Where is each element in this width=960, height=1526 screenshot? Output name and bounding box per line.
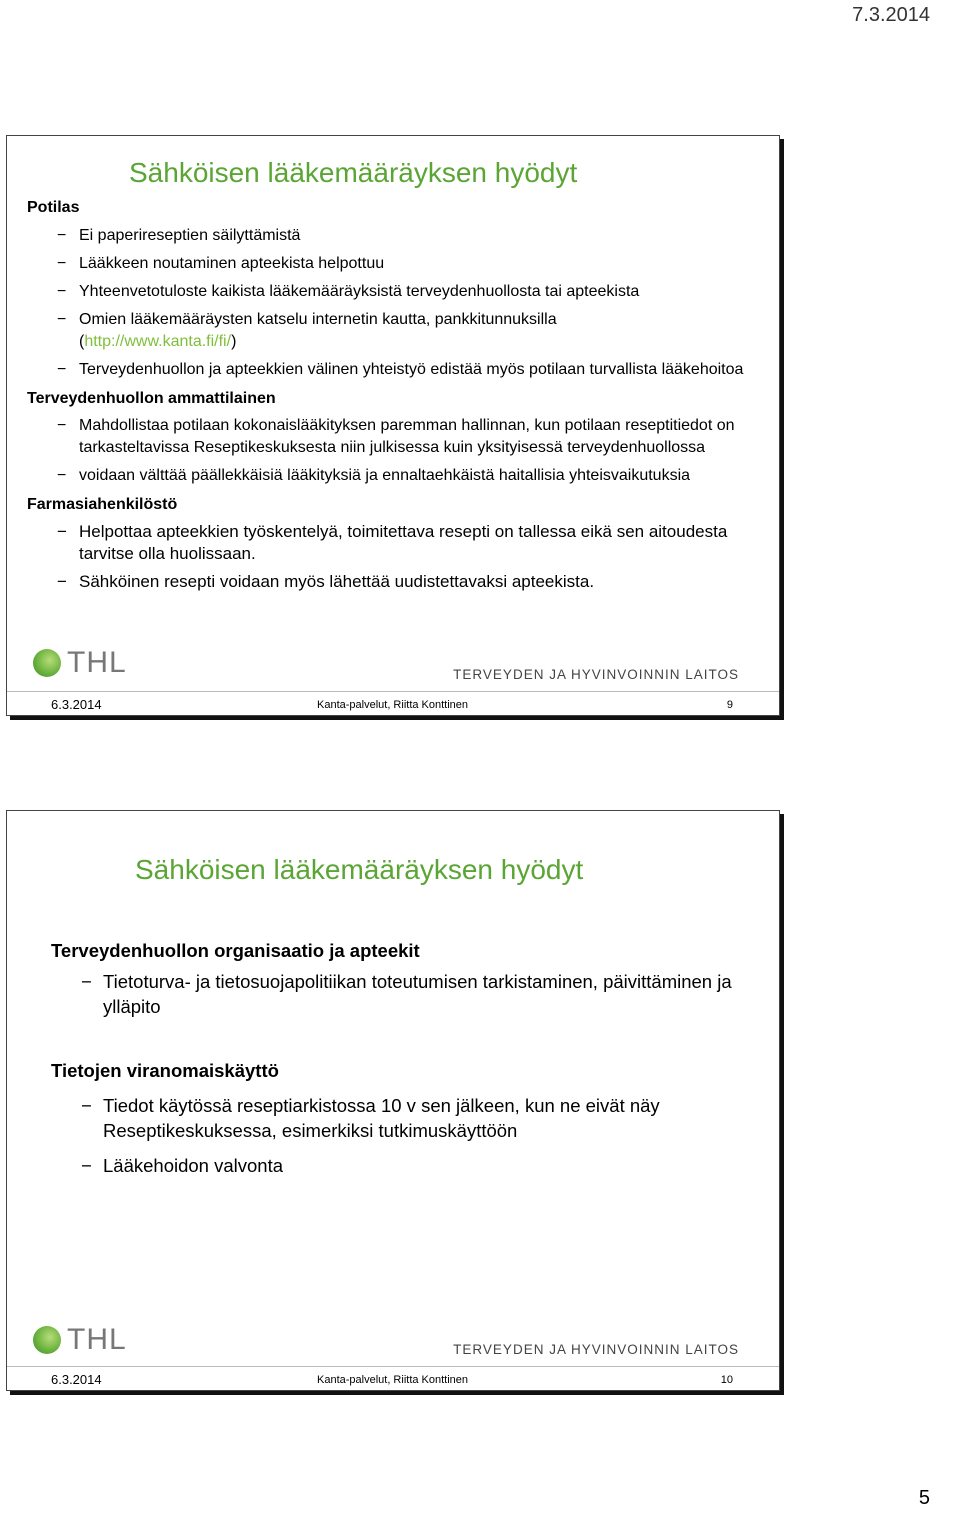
thl-logo-icon (33, 649, 61, 677)
dash-bullet-icon: − (57, 522, 67, 541)
thl-logo: THL (33, 1323, 127, 1357)
dash-bullet-icon: − (57, 255, 67, 272)
list-item: − Omien lääkemääräysten katselu internetin kautta, pankkitunnuksilla (http://www.kanta.fi/fi/) (57, 311, 557, 350)
list-item: − Ei paperireseptien säilyttämistä (27, 225, 769, 247)
bullet-list (27, 415, 769, 487)
dash-bullet-icon: − (81, 1095, 92, 1116)
list-item: − Lääkehoidon valvonta (81, 1155, 284, 1176)
section-heading-potilas: Potilas (27, 199, 80, 216)
link-open-paren: ( (79, 333, 85, 350)
footer-author: Kanta-palvelut, Riitta Konttinen (317, 699, 469, 711)
list-item: − Terveydenhuollon ja apteekkien välinen yhteistyö edistää myös potilaan turvallista lääkehoitoa (27, 359, 769, 381)
section-heading-organisation: Terveydenhuollon organisaatio ja apteekit (51, 940, 420, 961)
thl-logo: THL (33, 646, 127, 680)
dash-bullet-icon: − (57, 572, 67, 591)
slide-footer (7, 689, 779, 715)
slide-title: Sähköisen lääkemääräyksen hyödyt (129, 157, 578, 188)
slide-content (51, 939, 769, 1178)
page-number: 5 (918, 1487, 930, 1509)
bullet-list (51, 1093, 769, 1178)
dash-bullet-icon: − (57, 467, 67, 484)
slide-number: 10 (720, 1374, 733, 1386)
footer-author: Kanta-palvelut, Riitta Konttinen (317, 1374, 469, 1386)
slide-title: Sähköisen lääkemääräyksen hyödyt (135, 854, 584, 885)
section-heading-pharmacy: Farmasiahenkilöstö (27, 496, 178, 513)
thl-logo-icon (33, 1326, 61, 1354)
bullet-list (27, 521, 769, 593)
list-item: − Yhteenvetotuloste kaikista lääkemääräyksistä terveydenhuollosta tai apteekista (27, 281, 769, 303)
slide-9 (6, 135, 780, 716)
footer-date: 6.3.2014 (51, 1372, 102, 1387)
dash-bullet-icon: − (57, 361, 67, 378)
list-item: − Mahdollistaa potilaan kokonaislääkityksen paremman hallinnan, kun potilaan reseptitiedot on tarkasteltavissa Reseptikeskuksesta niin julkisessa kuin yksityisessä terveydenhuollossa (57, 417, 735, 456)
slide-content (27, 198, 769, 593)
dash-bullet-icon: − (57, 311, 67, 328)
bullet-list (27, 225, 769, 381)
list-item: − Lääkkeen noutaminen apteekista helpottuu (27, 253, 769, 275)
kanta-link[interactable]: http://www.kanta.fi/fi/ (84, 333, 232, 350)
org-name: TERVEYDEN JA HYVINVOINNIN LAITOS (453, 1342, 739, 1357)
list-item: − Helpottaa apteekkien työskentelyä, toimitettava resepti on tallessa eikä sen aitoudesta tarvitse olla huolissaan. (57, 522, 728, 563)
dash-bullet-icon: − (57, 227, 67, 244)
footer-date: 6.3.2014 (51, 697, 102, 712)
list-item: − Sähköinen resepti voidaan myös lähettää uudistettavaksi apteekista. (57, 572, 595, 591)
section-heading-authority-use: Tietojen viranomaiskäyttö (51, 1060, 279, 1081)
footer-divider (7, 1366, 779, 1367)
footer-divider (7, 691, 779, 692)
slide-10 (6, 810, 780, 1391)
dash-bullet-icon: − (81, 971, 92, 992)
org-name: TERVEYDEN JA HYVINVOINNIN LAITOS (453, 667, 739, 682)
slide-footer (7, 1364, 779, 1390)
page-date: 7.3.2014 (852, 4, 930, 26)
list-item: − voidaan välttää päällekkäisiä lääkityksiä ja ennaltaehkäistä haitallisia yhteisvaikutuksia (27, 465, 769, 487)
dash-bullet-icon: − (57, 417, 67, 434)
link-close-paren: ) (231, 333, 237, 350)
dash-bullet-icon: − (57, 283, 67, 300)
dash-bullet-icon: − (81, 1155, 92, 1176)
section-heading-professional: Terveydenhuollon ammattilainen (27, 390, 276, 407)
bullet-list (51, 969, 769, 1019)
list-item: − Tiedot käytössä reseptiarkistossa 10 v sen jälkeen, kun ne eivät näy Reseptikeskuksessa, esimerkiksi tutkimuskäyttöön (81, 1095, 660, 1141)
list-item: − Tietoturva- ja tietosuojapolitiikan toteutumisen tarkistaminen, päivittäminen ja ylläpito (81, 971, 732, 1017)
slide-number: 9 (726, 699, 733, 711)
